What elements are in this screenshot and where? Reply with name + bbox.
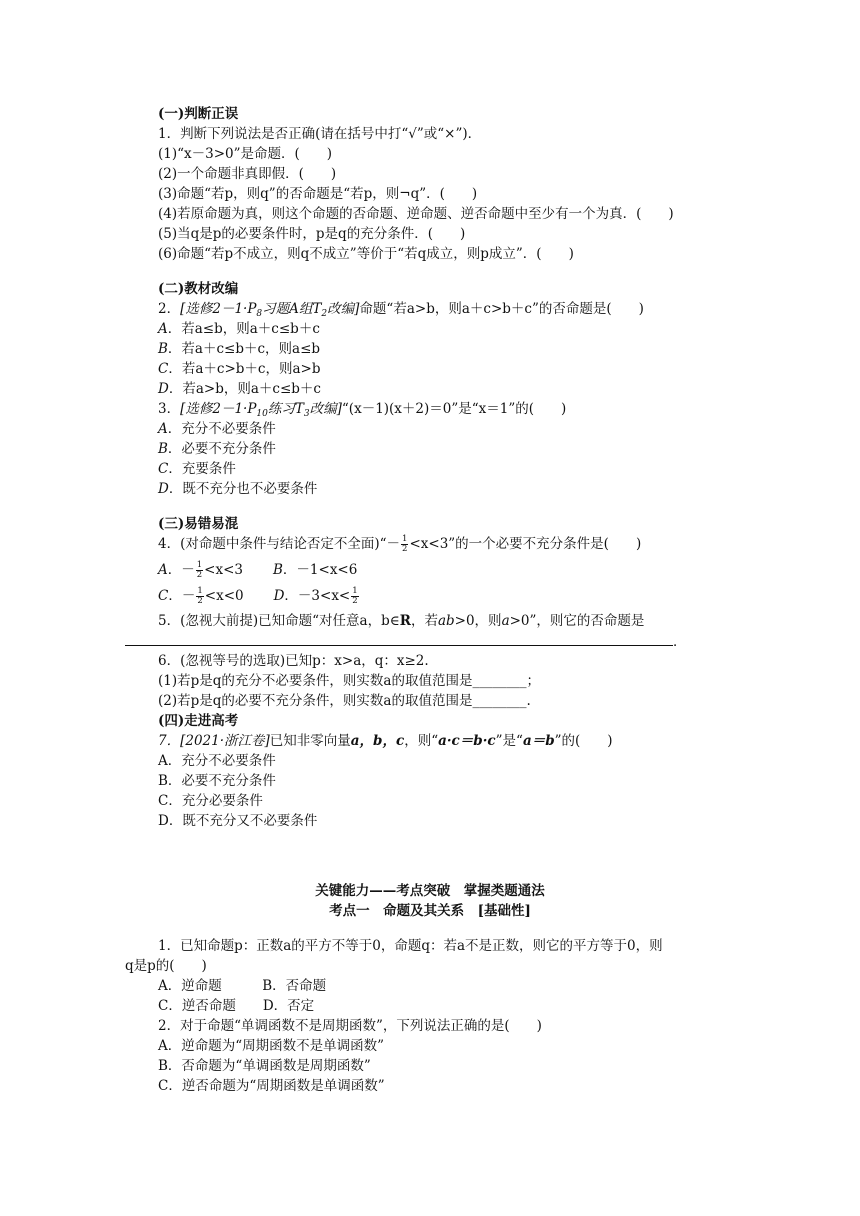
section-subheading-topic-1: 考点一 命题及其关系 [基础性]	[329, 903, 531, 919]
q4-options-ab: A．－ $\frac{1}{2}$ <x<3 B．－1<x<6	[158, 560, 358, 580]
q1-item-1: (1)“x－3>0”是命题．( )	[158, 146, 333, 162]
q3-option-d: D．既不充分也不必要条件	[158, 481, 318, 497]
q1-item-4: (4)若原命题为真，则这个命题的否命题、逆命题、逆否命题中至少有一个为真．( )	[158, 206, 674, 222]
topic-q1-options-cd: C．逆否命题 D．否定	[158, 998, 315, 1014]
q7-option-a: A．充分不必要条件	[158, 753, 276, 769]
q2-option-b: B．若a＋c≤b＋c，则a≤b	[158, 341, 321, 357]
answer-blank[interactable]	[125, 632, 673, 646]
topic-question-1: 1．已知命题p：正数a的平方不等于0，命题q：若a不是正数，则它的平方等于0，则	[158, 938, 663, 954]
section-title-judge: (一)判断正误	[158, 106, 239, 122]
section-title-gaokao: (四)走进高考	[158, 713, 239, 729]
q4-options-cd: C．－ $\frac{1}{2}$ <x<0 D．－3<x< $\frac{1}{2}$	[158, 586, 358, 606]
topic-q2-option-a: A．逆命题为“周期函数不是单调函数”	[158, 1038, 385, 1054]
topic-question-2: 2．对于命题“单调函数不是周期函数”，下列说法正确的是( )	[158, 1018, 542, 1034]
q2-option-c: C．若a＋c>b＋c，则a>b	[158, 361, 321, 377]
q3-source: [选修$2-1\cdot P_{10}$练习$T_3$改编]	[180, 401, 342, 419]
topic-question-1-cont: q是p的( )	[125, 958, 207, 974]
q1-item-6: (6)命题“若p不成立，则q不成立”等价于“若q成立，则p成立”．( )	[158, 246, 574, 262]
q2-option-d: D．若a>b，则a＋c≤b＋c	[158, 381, 321, 397]
q2-option-a: A．若a≤b，则a＋c≤b＋c	[158, 321, 320, 337]
q2-source: [选修$2-1\cdot P_8$习题A组$T_2$改编]	[180, 301, 360, 319]
fraction-one-half: $\frac{1}{2}$	[197, 586, 203, 606]
section-title-textbook: (二)教材改编	[158, 281, 239, 297]
q7-option-d: D．既不充分又不必要条件	[158, 813, 318, 829]
q3-option-c: C．充要条件	[158, 461, 236, 477]
topic-q2-option-c: C．逆否命题为“周期函数是单调函数”	[158, 1078, 385, 1094]
fraction-one-half: $\frac{1}{2}$	[196, 560, 203, 580]
q3-text: “(x－1)(x＋2)＝0”是“x＝1”的( )	[341, 401, 567, 417]
section-heading-key-ability: 关键能力——考点突破 掌握类题通法	[315, 883, 545, 899]
question-1: 1．判断下列说法是否正确(请在括号中打“√”或“×”)．	[158, 126, 482, 142]
topic-q1-options-ab: A．逆命题 B．否命题	[158, 978, 327, 994]
q2-text: 命题“若a>b，则a＋c>b＋c”的否命题是( )	[359, 301, 644, 317]
q3-option-a: A．充分不必要条件	[158, 421, 276, 437]
q7-option-b: B．必要不充分条件	[158, 773, 276, 789]
q1-item-2: (2)一个命题非真即假．( )	[158, 166, 337, 182]
question-5: 5．(忽视大前提)已知命题“对任意a，b∈R，若ab>0，则a>0”，则它的否命题是	[158, 613, 645, 629]
q5-answer-line: ．	[125, 632, 687, 651]
q7-option-c: C．充分必要条件	[158, 793, 263, 809]
q6-part-1: (1)若p是q的充分不必要条件，则实数a的取值范围是________；	[158, 673, 540, 689]
question-4: 4．(对命题中条件与结论否定不全面)“－ $\frac{1}{2}$ <x<3”的一个必要不充分条件是( )	[158, 534, 642, 554]
q3-option-b: B．必要不充分条件	[158, 441, 276, 457]
fraction-one-half: $\frac{1}{2}$	[402, 534, 408, 554]
question-6: 6．(忽视等号的选取)已知p：x>a，q：x≥2.	[158, 653, 429, 669]
q1-item-3: (3)命题“若p，则q”的否命题是“若p，则¬q”．( )	[158, 186, 478, 202]
fraction-one-half: $\frac{1}{2}$	[352, 586, 358, 606]
q2-number: 2．	[158, 301, 181, 317]
q1-item-5: (5)当q是p的必要条件时，p是q的充分条件．( )	[158, 226, 466, 242]
topic-q2-option-b: B．否命题为“单调函数是周期函数”	[158, 1058, 371, 1074]
question-7: 7．[2021·浙江卷]已知非零向量a，b，c，则“a·c＝b·c”是“a＝b”的( )	[158, 733, 613, 749]
q3-number: 3．	[158, 401, 181, 417]
q6-part-2: (2)若p是q的必要不充分条件，则实数a的取值范围是________.	[158, 693, 531, 709]
section-title-error-prone: (三)易错易混	[158, 516, 239, 532]
